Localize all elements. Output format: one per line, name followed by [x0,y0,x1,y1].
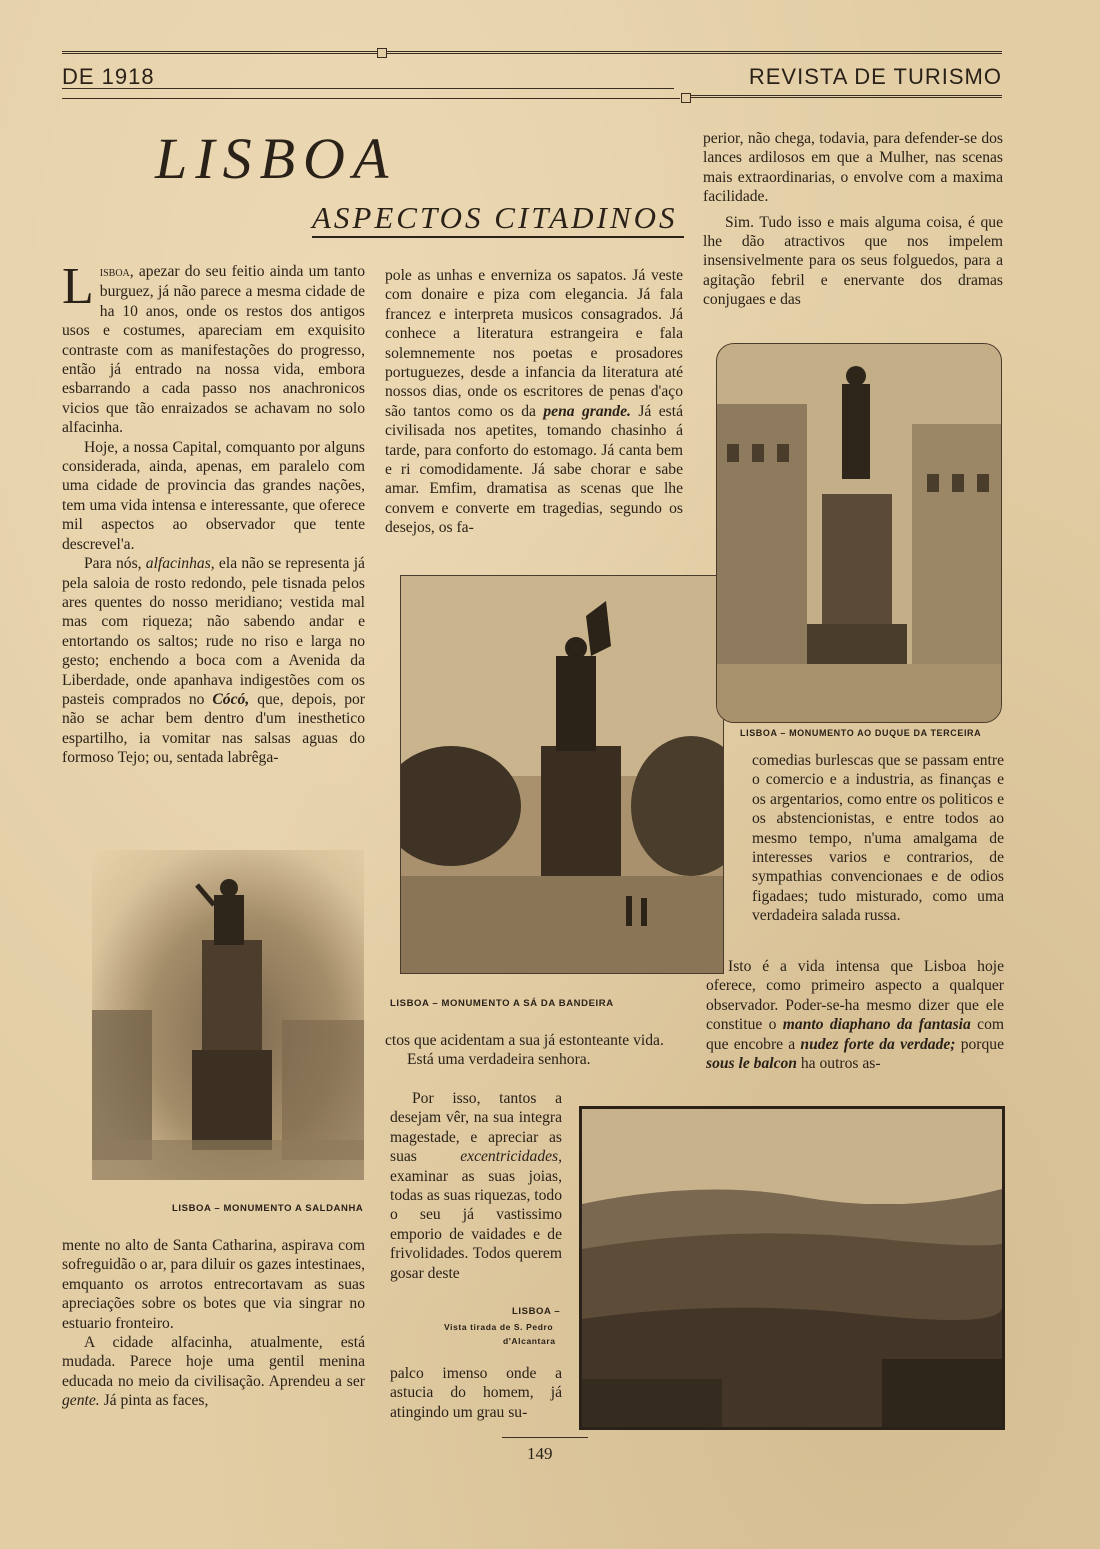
photo-monumento-duque-terceira [716,343,1002,723]
header-bottom-rule [690,95,1002,98]
photo-vista-sao-pedro-alcantara [579,1106,1005,1430]
article-subtitle: ASPECTOS CITADINOS [312,200,678,235]
photo-monumento-sa-da-bandeira [400,575,724,974]
paragraph-6 [385,266,683,538]
paragraph-5-em: gente. [62,1392,100,1410]
paragraph-3-c: que, depois, por não se achar bem dentro d'um inesthetico espartilho, ia vomitar nas salsas aguas do formoso Tejo; ou, sentada labrêga- [62,690,365,767]
paragraph-5-b: Já pinta as faces, [99,1392,209,1410]
paragraph-3-a: Para nós, [84,555,146,573]
paragraph-14-em-3: sous le balcon [706,1055,797,1073]
paragraph-14-a: Isto é a vida intensa que Lisboa hoje oferece, como primeiro aspecto a qualquer observador. Poder-se-ha mesmo dizer que ele constitue o [706,958,1004,1034]
page-number: 149 [527,1444,553,1463]
paragraph-6-a: pole as unhas e enverniza os sapatos. Já veste com donaire e piza com elegancia. Já fala francez e interpreta musicos consagrados. Já conhece a literatura estrangeira e fala solemnemente nos poetas e prosadores portuguezes, desde a infancia da literatura até nossos dias, onde os escritores de penas d'aço são tantos como os da [385,267,683,420]
caption-sa-da-bandeira: LISBOA – MONUMENTO A SÁ DA BANDEIRA [390,998,614,1009]
saldanha-illustration [92,850,364,1180]
article-title: LISBOA [155,126,397,191]
header-bottom-ornament [681,93,691,103]
paragraph-1 [62,258,365,438]
header-top-ornament [377,48,387,58]
paragraph-14-em-1: manto diaphano da fantasia [782,1016,971,1034]
paragraph-4: mente no alto de Santa Catharina, aspirava com sofreguidão o ar, para diluir os gazes intestinaes, emquanto os arrotos entrecortavam as suas apreciações sobre os botes que via singrar no estuario fronteiro. [62,1237,365,1332]
paragraph-9-em: excentricidades, [460,1148,562,1166]
paragraph-14-c: porque [955,1035,1004,1053]
paragraph-5 [62,1333,365,1411]
paragraph-2: Hoje, a nossa Capital, comquanto por alguns considerada, ainda, apenas, em paralelo com uma cidade de provincia das grandes nações, tem uma vida intensa e interessante, que oferece mil aspectos ao observador que tente descrevel'a. [62,438,365,553]
paragraph-1-smallcaps: isboa [99,265,130,280]
subtitle-underline [312,236,684,238]
drop-cap: L [62,258,94,315]
paragraph-1-text: , apezar do seu feitio ainda um tanto burguez, já não parece a mesma cidade de ha 10 anos, onde os restos dos antigos usos e costumes, apareciam em exquisito contraste com as manifestações do progresso, então já entrado na nossa vida, embora esbarrando a cada passo nos anachronicos vicios que tão enraizados se achavam no solo alfacinha. [62,263,365,437]
paragraph-13: comedias burlescas que se passam entre o comercio e a industria, as finanças e os argentarios, como entre os politicos e os abstencionistas, e entre todos ao mesmo tempo, n'uma amalgama de interesses varios e contrarios, de sympathias convencionaes e de odios figadaes; tudo misturado, como uma verdadeira salada russa. [752,752,1004,925]
issue-date: DE 1918 [62,64,155,89]
paragraph-14 [706,957,1004,1073]
column-1-bottom [62,1236,365,1411]
caption-vista-2: Vista tirada de S. Pedro [444,1322,554,1332]
header-top-rule [62,51,1002,54]
column-1-top [62,258,365,768]
paragraph-14-em-2: nudez forte da verdade; [800,1035,956,1053]
paragraph-14-d: ha outros as- [796,1055,881,1073]
paragraph-8: Está uma verdadeira senhora. [407,1051,591,1069]
caption-saldanha: LISBOA – MONUMENTO A SALDANHA [172,1203,364,1214]
column-3-top [703,129,1003,310]
magazine-name: REVISTA DE TURISMO [748,64,1002,89]
paragraph-7: ctos que acidentam a sua já estonteante vida. [385,1032,664,1049]
column-2-top [385,266,683,538]
caption-vista-1: LISBOA – [512,1306,561,1317]
paragraph-10: palco imenso onde a astucia do homem, já atingindo um grau su- [390,1365,562,1421]
caption-vista-3: d'Alcantara [503,1336,556,1346]
paragraph-3-em-coco: Cócó, [212,690,250,708]
paragraph-6-em: pena grande. [543,402,631,420]
paragraph-14-b: com que encobre a [706,1016,1005,1053]
column-2-middle [385,1031,683,1070]
header-bottom-thin-rule [62,98,680,99]
photo-monumento-saldanha [92,850,364,1180]
column-3-bottom [706,957,1004,1073]
paragraph-3-b: ela não se representa já pela saloia de rosto redondo, pele tisnada pelos ares quentes do nosso meridiano; vestida mal mas com riqueza; não sabendo andar e entortando os saltos; rude no riso e larga no gesto; enchendo a boca com a Avenida da Liberdade, onde apanhava indigestões com os pasteis comprados no [62,555,365,708]
column-2-end [390,1364,562,1422]
paragraph-9-b: examinar as suas joias, todas as suas riquezas, todo o seu já vastissimo emporio de vaidades e de frivolidades. Todos querem gosar deste [390,1167,562,1282]
paragraph-3 [62,554,365,767]
paragraph-11: perior, não chega, todavia, para defender-se dos lances ardilosos em que a Mulher, nas scenas mais extraordinarias, o envolve com a maxima facilidade. [703,130,1003,206]
column-2-narrow [390,1089,562,1283]
paragraph-6-b: Já está civilisada nos apetites, tomando chasinho á tarde, para conforto do estomago. Já canta bem e ri comodidamente. Já sabe chorar e sabe amar. Emfim, dramatisa as scenas que lhe convem e converte em tragedias, segundo os desejos, os fa- [385,402,683,537]
paragraph-9 [390,1089,562,1283]
sa-da-bandeira-illustration [401,576,723,973]
column-3-middle [752,751,1004,926]
paragraph-9-a: Por isso, tantos a desejam vêr, na sua integra magestade, e apreciar as suas [390,1090,562,1166]
page-number-rule [502,1437,588,1438]
duque-terceira-illustration [717,344,1001,722]
vista-illustration [582,1109,1002,1427]
paragraph-3-em-alfacinhas: alfacinhas, [145,555,215,573]
paragraph-12: Sim. Tudo isso e mais alguma coisa, é que lhe dão atractivos que nos impelem insensivelmente para os seus folguedos, para a agitação febril e enervante dos dramas conjugaes e das [703,213,1003,309]
caption-duque-terceira: LISBOA – MONUMENTO AO DUQUE DA TERCEIRA [740,728,982,738]
paragraph-5-a: A cidade alfacinha, atualmente, está mudada. Parece hoje uma gentil menina educada no meio da civilisação. Aprendeu a ser [62,1334,365,1390]
